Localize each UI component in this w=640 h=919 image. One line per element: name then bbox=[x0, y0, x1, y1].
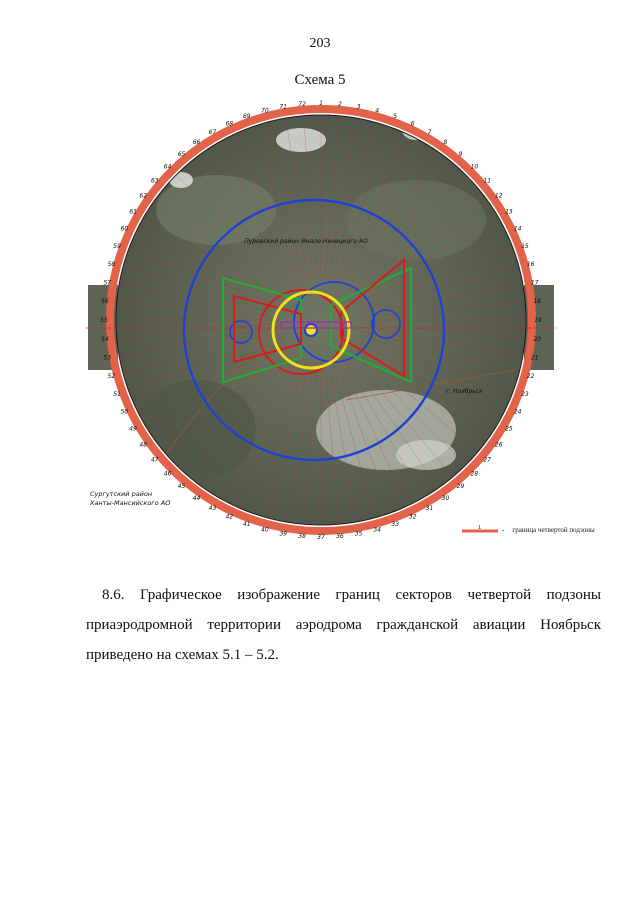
sector-number-label: 51 bbox=[113, 391, 121, 399]
sector-number-label: 67 bbox=[208, 129, 217, 137]
sector-number-label: 24 bbox=[513, 408, 522, 416]
sector-number-label: 41 bbox=[242, 520, 251, 528]
sector-number-label: 55 bbox=[100, 317, 108, 324]
sector-number-label: 34 bbox=[373, 526, 381, 534]
sector-number-label: 58 bbox=[107, 260, 116, 268]
region-label-bottom-line2: Ханты-Мансийского АО bbox=[90, 499, 171, 507]
sector-number-label: 63 bbox=[150, 177, 159, 185]
region-label-top: Пуровский район Ямало-Ненецкого АО bbox=[244, 238, 368, 245]
sector-number-label: 14 bbox=[513, 225, 522, 233]
sector-number-label: 35 bbox=[354, 530, 363, 538]
sector-number-label: 29 bbox=[456, 483, 465, 491]
sector-number-label: 22 bbox=[526, 373, 535, 381]
legend-line-symbol bbox=[462, 525, 498, 535]
sector-number-label: 28 bbox=[470, 470, 479, 478]
sector-number-label: 48 bbox=[139, 441, 148, 449]
sector-number-label: 15 bbox=[521, 242, 529, 250]
sector-number-label: 19 bbox=[534, 317, 542, 324]
sector-number-label: 3 bbox=[356, 103, 361, 111]
sector-number-label: 66 bbox=[192, 139, 201, 147]
sector-number-label: 53 bbox=[103, 354, 112, 362]
sector-number-label: 10 bbox=[470, 163, 479, 171]
sector-number-label: 56 bbox=[101, 298, 109, 306]
sector-number-label: 39 bbox=[279, 530, 288, 538]
sector-number-label: 33 bbox=[391, 520, 400, 528]
sector-number-label: 43 bbox=[208, 504, 217, 512]
sector-number-label: 38 bbox=[298, 533, 306, 541]
sector-number-label: 6 bbox=[410, 120, 415, 128]
legend-text: граница четвертой подзоны bbox=[512, 526, 595, 534]
sector-number-label: 65 bbox=[177, 150, 186, 158]
sector-number-label: 47 bbox=[150, 456, 159, 464]
aerodrome-scheme-map bbox=[86, 100, 556, 550]
sector-number-label: 68 bbox=[225, 120, 234, 128]
paragraph-text: 8.6. Графическое изображение границ секторов четвертой подзоны приаэродромной территории аэродрома гражданской авиации Ноябрьск приведено на схемах 5.1 – 5.2. bbox=[86, 587, 601, 663]
city-label: г. Ноябрьск bbox=[446, 388, 483, 395]
region-label-bottom-line1: Сургутский район bbox=[90, 490, 153, 498]
sector-number-label: 8 bbox=[443, 139, 448, 147]
sector-number-label: 70 bbox=[261, 107, 269, 115]
sector-number-label: 18 bbox=[533, 298, 541, 306]
sector-number-label: 45 bbox=[177, 483, 186, 491]
sector-number-label: 4 bbox=[375, 107, 380, 115]
sector-number-label: 64 bbox=[163, 163, 172, 171]
sector-number-label: 60 bbox=[120, 225, 129, 233]
sector-number-label: 36 bbox=[336, 533, 344, 541]
sector-number-label: 50 bbox=[120, 408, 129, 416]
sector-number-label: 31 bbox=[425, 504, 434, 512]
sector-number-label: 12 bbox=[494, 192, 503, 200]
sector-number-label: 7 bbox=[427, 129, 432, 137]
sector-number-label: 23 bbox=[521, 391, 529, 399]
sector-number-label: 71 bbox=[279, 103, 288, 111]
sector-number-label: 30 bbox=[441, 494, 450, 502]
sector-number-label: 11 bbox=[483, 177, 492, 185]
sector-number-label: 21 bbox=[530, 354, 539, 362]
scheme-title: Схема 5 bbox=[294, 72, 346, 88]
sector-number-label: 49 bbox=[129, 425, 137, 433]
sector-number-label: 9 bbox=[458, 150, 463, 158]
sector-number-label: 61 bbox=[129, 208, 137, 216]
sector-number-label: 54 bbox=[101, 335, 109, 343]
map-legend bbox=[462, 522, 622, 538]
sector-number-label: 69 bbox=[242, 113, 251, 121]
sector-number-label: 46 bbox=[163, 470, 172, 478]
sector-number-label: 16 bbox=[526, 260, 535, 268]
sector-number-label: 1 bbox=[319, 100, 323, 107]
section-paragraph bbox=[86, 580, 601, 670]
sector-number-label: 26 bbox=[494, 441, 503, 449]
sector-number-label: 32 bbox=[408, 513, 417, 521]
legend-marker-number: 1 bbox=[478, 525, 482, 531]
sector-number-label: 40 bbox=[261, 526, 269, 534]
page-number: 203 bbox=[309, 36, 331, 51]
aerodrome-center-marker bbox=[305, 324, 317, 336]
sector-number-label: 17 bbox=[530, 279, 539, 287]
sector-number-label: 25 bbox=[505, 425, 513, 433]
sector-number-label: 2 bbox=[337, 100, 342, 108]
sector-number-label: 57 bbox=[103, 279, 112, 287]
sector-number-label: 27 bbox=[483, 456, 492, 464]
sector-number-label: 5 bbox=[393, 113, 398, 121]
sector-number-label: 62 bbox=[139, 192, 148, 200]
sector-number-label: 20 bbox=[533, 335, 541, 343]
sector-number-label: 42 bbox=[225, 513, 234, 521]
sector-number-label: 52 bbox=[107, 373, 116, 381]
sector-number-label: 37 bbox=[317, 534, 325, 541]
sector-number-label: 59 bbox=[113, 242, 121, 250]
sector-number-label: 13 bbox=[505, 208, 513, 216]
sector-number-label: 44 bbox=[192, 494, 201, 502]
sector-number-label: 72 bbox=[298, 100, 306, 108]
legend-dash: - bbox=[502, 526, 505, 534]
